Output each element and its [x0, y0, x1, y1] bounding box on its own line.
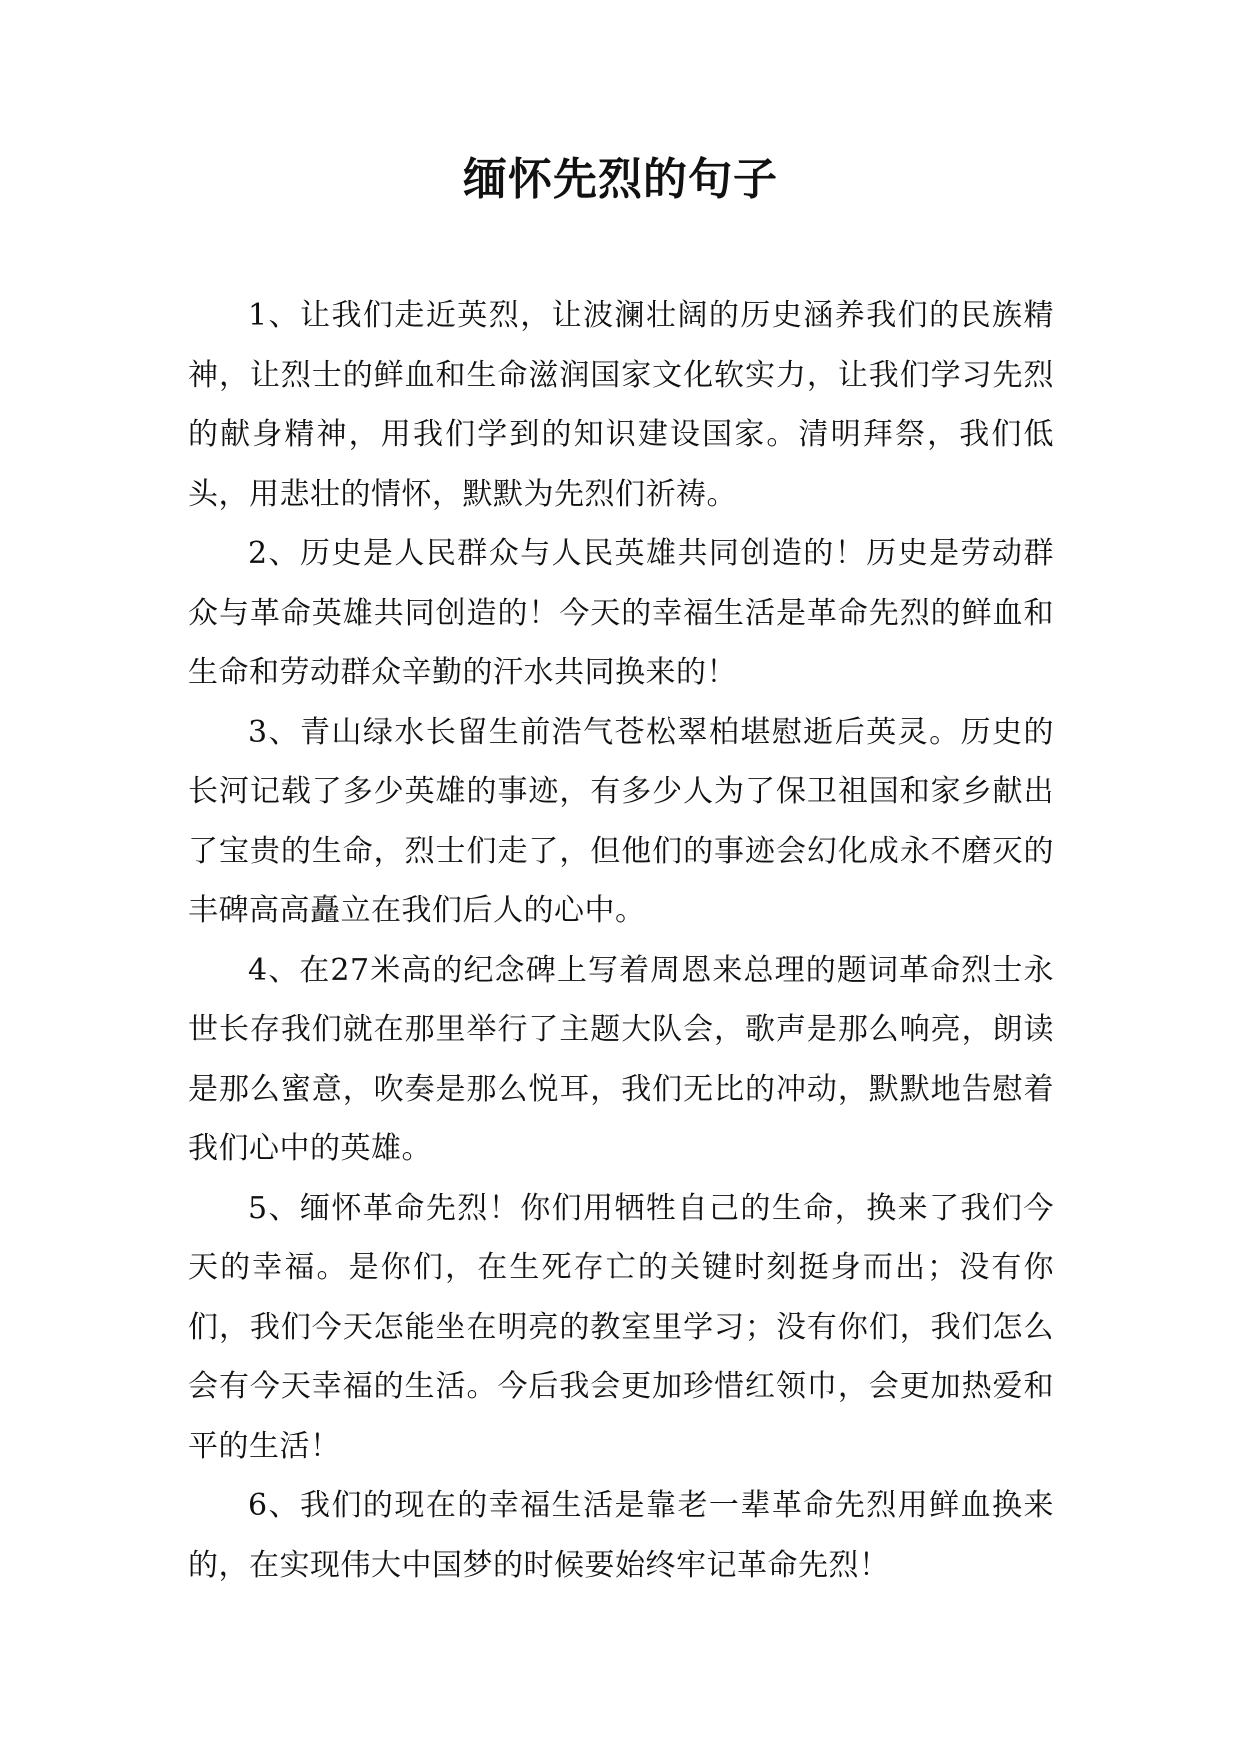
document-title: 缅怀先烈的句子: [463, 154, 778, 205]
paragraph-2: 2、历史是人民群众与人民英雄共同创造的！历史是劳动群众与革命英雄共同创造的！今天的幸福生活是革命先烈的鲜血和生命和劳动群众辛勤的汗水共同换来的！: [188, 536, 1054, 690]
paragraph-6: 6、我们的现在的幸福生活是靠老一辈革命先烈用鲜血换来的，在实现伟大中国梦的时候要始终牢记革命先烈！: [188, 1488, 1054, 1583]
document-body: [188, 286, 1054, 1595]
paragraph-3: 3、青山绿水长留生前浩气苍松翠柏堪慰逝后英灵。历史的长河记载了多少英雄的事迹，有多少人为了保卫祖国和家乡献出了宝贵的生命，烈士们走了，但他们的事迹会幻化成永不磨灭的丰碑高高矗立在我们后人的心中。: [188, 714, 1054, 928]
paragraph-1: 1、让我们走近英烈，让波澜壮阔的历史涵养我们的民族精神，让烈士的鲜血和生命滋润国家文化软实力，让我们学习先烈的献身精神，用我们学到的知识建设国家。清明拜祭，我们低头，用悲壮的情怀，默默为先烈们祈祷。: [188, 298, 1054, 512]
paragraph-5: 5、缅怀革命先烈！你们用牺牲自己的生命，换来了我们今天的幸福。是你们，在生死存亡的关键时刻挺身而出；没有你们，我们今天怎能坐在明亮的教室里学习；没有你们，我们怎么会有今天幸福的生活。今后我会更加珍惜红领巾，会更加热爱和平的生活！: [188, 1190, 1054, 1464]
paragraph-4: 4、在27米高的纪念碑上写着周恩来总理的题词革命烈士永世长存我们就在那里举行了主题大队会，歌声是那么响亮，朗读是那么蜜意，吹奏是那么悦耳，我们无比的冲动，默默地告慰着我们心中的英雄。: [188, 952, 1054, 1166]
